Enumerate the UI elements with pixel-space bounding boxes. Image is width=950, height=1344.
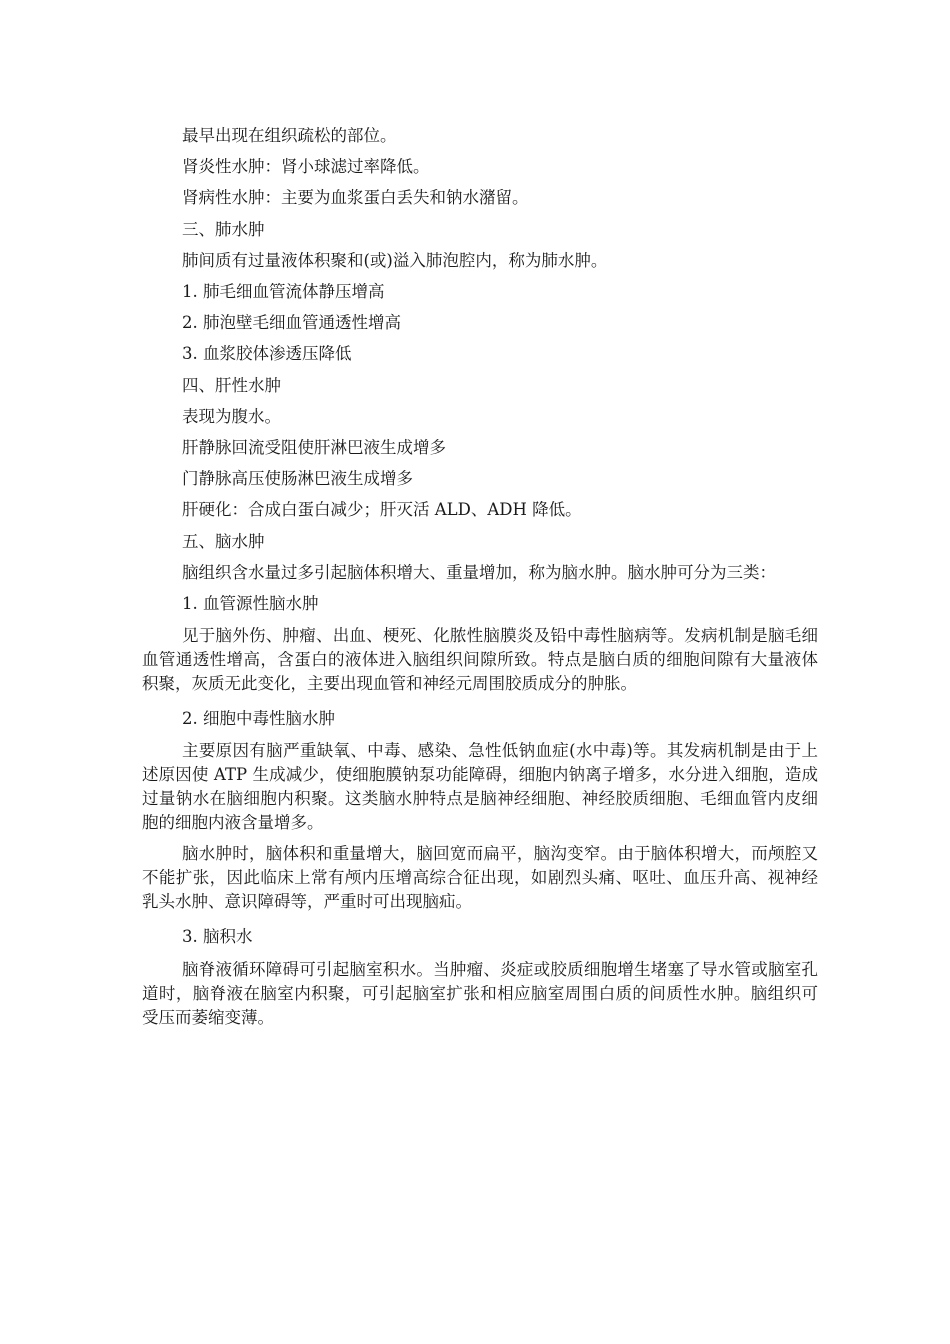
- document-page: [142, 120, 818, 1037]
- subheading-hydrocephalus: 3. 脑积水: [182, 927, 253, 947]
- paragraph-cytotoxic: 主要原因有脑严重缺氧、中毒、感染、急性低钠血症(水中毒)等。其发病机制是由于上述原因使 ATP 生成减少，使细胞膜钠泵功能障碍，细胞内钠离子增多，水分进入细胞，造成过量钠水在脑细胞内积聚。这类脑水肿特点是脑神经细胞、神经胶质细胞、毛细血管内皮细胞的细胞内液含量增多。: [142, 741, 818, 833]
- section-heading-cerebral-edema: 五、脑水肿: [182, 531, 265, 551]
- section-heading-pulmonary-edema: 三、肺水肿: [182, 219, 265, 239]
- text-line: 肺间质有过量液体积聚和(或)溢入肺泡腔内，称为肺水肿。: [182, 250, 608, 270]
- text-line: 门静脉高压使肠淋巴液生成增多: [182, 469, 413, 489]
- text-line: 肾炎性水肿：肾小球滤过率降低。: [182, 157, 430, 177]
- list-item: 2. 肺泡壁毛细血管通透性增高: [182, 313, 401, 333]
- subheading-cytotoxic: 2. 细胞中毒性脑水肿: [182, 709, 335, 729]
- subheading-vasogenic: 1. 血管源性脑水肿: [182, 594, 319, 614]
- list-item: 3. 血浆胶体渗透压降低: [182, 344, 352, 364]
- text-line: 脑组织含水量过多引起脑体积增大、重量增加，称为脑水肿。脑水肿可分为三类：: [182, 562, 776, 582]
- section-heading-hepatic-edema: 四、肝性水肿: [182, 375, 281, 395]
- text-line: 肝硬化：合成白蛋白减少；肝灭活 ALD、ADH 降低。: [182, 500, 582, 520]
- paragraph-hydrocephalus: 脑脊液循环障碍可引起脑室积水。当肿瘤、炎症或胶质细胞增生堵塞了导水管或脑室孔道时，脑脊液在脑室内积聚，可引起脑室扩张和相应脑室周围白质的间质性水肿。脑组织可受压而萎缩变薄。: [142, 959, 818, 1027]
- text-line: 表现为腹水。: [182, 406, 281, 426]
- text-line: 肾病性水肿：主要为血浆蛋白丢失和钠水潴留。: [182, 188, 529, 208]
- text-line: 肝静脉回流受阻使肝淋巴液生成增多: [182, 438, 446, 458]
- paragraph-symptoms: 脑水肿时，脑体积和重量增大，脑回宽而扁平，脑沟变窄。由于脑体积增大，而颅腔又不能扩张，因此临床上常有颅内压增高综合征出现，如剧烈头痛、呕吐、血压升高、视神经乳头水肿、意识障碍等，严重时可出现脑疝。: [142, 844, 818, 912]
- text-line: 最早出现在组织疏松的部位。: [182, 126, 397, 145]
- paragraph-vasogenic: 见于脑外伤、肿瘤、出血、梗死、化脓性脑膜炎及铅中毒性脑病等。发病机制是脑毛细血管通透性增高，含蛋白的液体进入脑组织间隙所致。特点是脑白质的细胞间隙有大量液体积聚，灰质无此变化，主要出现血管和神经元周围胶质成分的肿胀。: [142, 626, 818, 694]
- list-item: 1. 肺毛细血管流体静压增高: [182, 282, 385, 302]
